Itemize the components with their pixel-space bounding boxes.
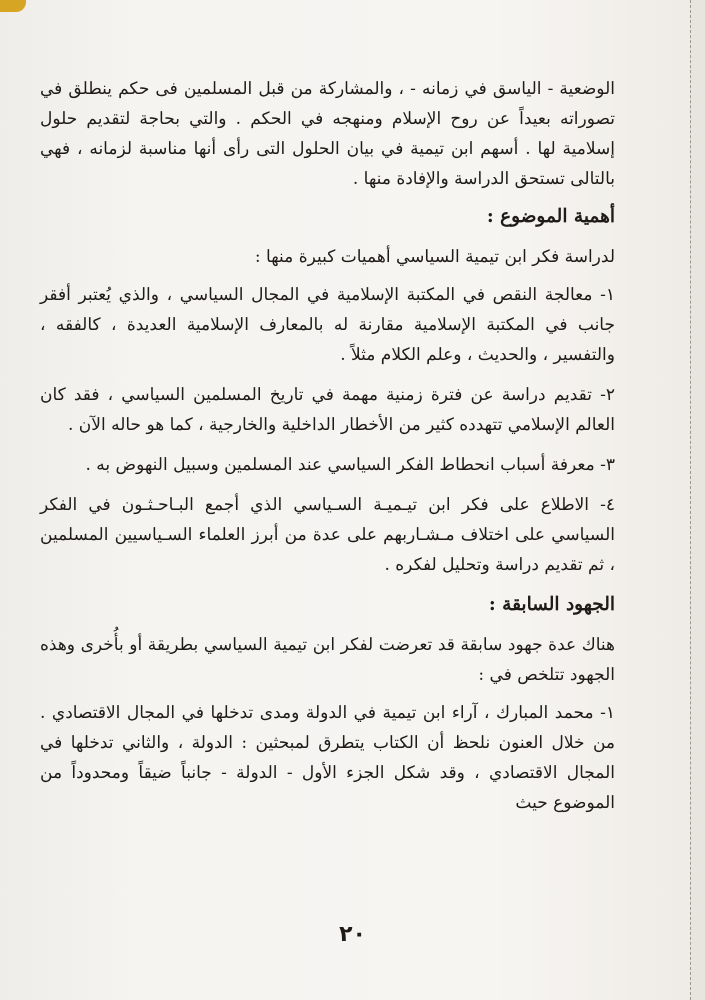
page-number: ٢٠ (339, 922, 366, 947)
page-body (40, 74, 615, 828)
perforated-binding-edge (690, 0, 705, 1000)
importance-item-3: ٣- معرفة أسباب انحطاط الفكر السياسي عند المسلمين وسبيل النهوض به . (85, 455, 615, 475)
section-heading-previous-efforts: الجهود السابقة : (488, 594, 615, 615)
importance-item-1: ١- معالجة النقص في المكتبة الإسلامية في المجال السياسي ، والذي يُعتبر أفقر جانب في المكتبة الإسلامية مقارنة له بالمعارف الإسلامية العديدة ، كالفقه ، والتفسير ، والحديث ، وعلم الكلام مثلاً . (40, 285, 615, 365)
previous-efforts-lead: هناك عدة جهود سابقة قد تعرضت لفكر ابن تيمية السياسي بطريقة أو بأُخرى وهذه الجهود تتلخص في : (40, 635, 615, 685)
intro-paragraph: الوضعية - الياسق في زمانه - ، والمشاركة من قبل المسلمين فى حكم ينطلق في تصوراته بعيداً عن روح الإسلام ومنهجه في الحكم . والتي بحاجة لتقديم حلول إسلامية لها . أسهم ابن تيمية في بيان الحلول التى رأى أنها مناسبة لزمانه ، فهي بالتالى تستحق الدراسة والإفادة منها . (40, 79, 615, 189)
importance-item-2: ٢- تقديم دراسة عن فترة زمنية مهمة في تاريخ المسلمين السياسي ، فقد كان العالم الإسلامي تتهدده كثير من الأخطار الداخلية والخارجية ، كما هو حاله الآن . (40, 385, 615, 435)
section-heading-importance: أهمية الموضوع : (486, 206, 615, 227)
importance-item-4: ٤- الاطلاع على فكر ابن تيـميـة السـياسي الذي أجمع البـاحـثـون في الفكر السياسي على اختلاف مـشـاربهم على عدة من أبرز العلماء السـياسيين المسلمين ، ثم تقديم دراسة وتحليل لفكره . (40, 495, 615, 575)
importance-lead: لدراسة فكر ابن تيمية السياسي أهميات كبيرة منها : (254, 247, 615, 267)
corner-color-mark (0, 0, 26, 12)
previous-efforts-item-1: ١- محمد المبارك ، آراء ابن تيمية في الدولة ومدى تدخلها في المجال الاقتصادي . من خلال العنون نلحظ أن الكتاب يتطرق لمبحثين : الدولة ، والثاني تدخلها في المجال الاقتصادي ، وقد شكل الجزء الأول - الدولة - جانباً ضيقاً ومحدوداً من الموضوع حيث (40, 703, 615, 813)
